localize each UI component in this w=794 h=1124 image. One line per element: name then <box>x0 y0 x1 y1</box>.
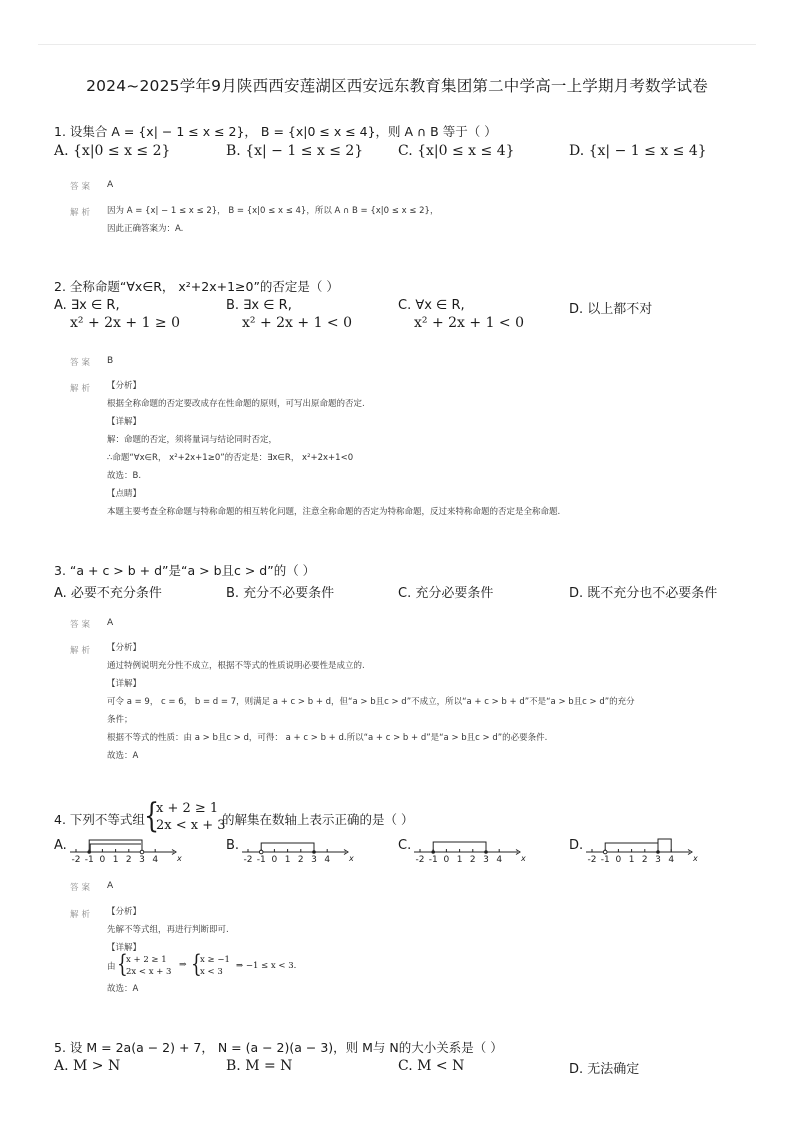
q2-option-b[interactable] <box>226 298 352 331</box>
q1-option-d[interactable]: D. {x| − 1 ≤ x ≤ 4} <box>569 143 707 159</box>
question-1-stem: 1. 设集合 A = {x| − 1 ≤ x ≤ 2}， B = {x|0 ≤ x ≤ 4}，则 A ∩ B 等于（ ） <box>54 124 497 139</box>
page-title: 2024~2025学年9月陕西西安莲湖区西安远东教育集团第二中学高一上学期月考数学试卷 <box>86 77 708 95</box>
axis-tick-label: 2 <box>641 855 648 865</box>
q4-sol-implies-icon: ⇒ <box>179 960 187 970</box>
axis-variable-label: x <box>693 854 698 863</box>
q4-sol-system-1 <box>126 954 171 978</box>
q3-solution-line: 通过特例说明充分性不成立，根据不等式的性质说明必要性是成立的. <box>107 661 365 671</box>
axis-tick-label: -2 <box>415 855 425 865</box>
axis-tick-label: 1 <box>112 855 119 865</box>
q4-sol-brace-1: { <box>117 950 128 978</box>
axis-tick-label: -2 <box>587 855 597 865</box>
axis-tick-label: 2 <box>469 855 476 865</box>
question-2-stem: 2. 全称命题“∀x∈R， x²+2x+1≥0”的否定是（ ） <box>54 279 339 294</box>
q3-solution <box>107 639 635 765</box>
q4-sol-brace-2: { <box>191 950 202 978</box>
q4-answer-label: 答案 <box>70 883 94 893</box>
q3-answer-label: 答案 <box>70 620 94 630</box>
q2-option-b-head: B. ∃x ∈ R, <box>226 298 292 313</box>
axis-tick-label: 0 <box>271 855 278 865</box>
axis-tick-label: 0 <box>99 855 106 865</box>
axis-tick-label: 1 <box>628 855 635 865</box>
axis-tick-label: 1 <box>456 855 463 865</box>
q1-answer-label: 答案 <box>70 182 94 192</box>
q4-sol-sys-line: x + 2 ≥ 1 <box>126 955 167 965</box>
q2-option-a-tail: x² + 2x + 1 ≥ 0 <box>70 315 181 331</box>
q4-system-line-1: x + 2 ≥ 1 <box>156 801 219 816</box>
q1-answer: A <box>107 180 114 190</box>
q4-system-line-2: 2x < x + 3 <box>156 818 226 833</box>
q1-analysis-label: 解析 <box>70 208 94 218</box>
q1-option-c[interactable]: C. {x|0 ≤ x ≤ 4} <box>398 143 515 159</box>
q2-answer-label: 答案 <box>70 358 94 368</box>
q4-sol-sys-line: x ≥ −1 <box>200 955 230 965</box>
q5-option-b[interactable]: B. M = N <box>226 1058 293 1074</box>
top-divider <box>38 44 756 45</box>
axis-variable-label: x <box>521 854 526 863</box>
question-3-stem: 3. “a + c > b + d”是“a > b且c > d”的（ ） <box>54 563 316 578</box>
q2-solution-line: 解：命题的否定，须将量词与结论同时否定， <box>107 435 278 445</box>
axis-tick-label: -1 <box>256 855 266 865</box>
q4-solution-derivation <box>107 958 116 976</box>
q3-solution-line: 【分析】 <box>107 643 142 653</box>
q4-solution-line: 【详解】 <box>107 943 142 953</box>
q3-answer: A <box>107 618 114 628</box>
axis-variable-label: x <box>177 854 182 863</box>
closed-endpoint <box>87 850 91 854</box>
q2-solution-line: 故选：B. <box>107 471 142 481</box>
axis-tick-label: 2 <box>125 855 132 865</box>
open-endpoint <box>140 850 144 854</box>
q1-solution-line: 因为 A = {x| − 1 ≤ x ≤ 2}， B = {x|0 ≤ x ≤ 4}，所以 A ∩ B = {x|0 ≤ x ≤ 2}， <box>107 206 439 216</box>
axis-tick-label: 1 <box>284 855 291 865</box>
q2-option-b-tail: x² + 2x + 1 < 0 <box>242 315 353 331</box>
q4-number-line-d[interactable] <box>582 828 700 866</box>
q5-option-a[interactable]: A. M > N <box>54 1058 121 1074</box>
closed-endpoint <box>484 850 488 854</box>
q3-solution-line: 根据不等式的性质：由 a > b且c > d，可得： a + c > b + d.所以“a + c > b + d”是“a > b且c > d”的必要条件. <box>107 733 548 743</box>
q4-option-a-label[interactable]: A. <box>54 838 67 853</box>
q2-answer: B <box>107 356 114 366</box>
q2-solution <box>107 377 560 521</box>
q4-analysis-label: 解析 <box>70 910 94 920</box>
q2-option-c-head: C. ∀x ∈ R, <box>398 298 465 313</box>
q4-option-d-label[interactable]: D. <box>569 838 584 853</box>
q4-solution-line: 【分析】 <box>107 907 142 917</box>
q1-solution <box>107 202 438 238</box>
q3-solution-line: 【详解】 <box>107 679 142 689</box>
closed-endpoint <box>656 850 660 854</box>
q2-solution-line: 本题主要考查全称命题与特称命题的相互转化问题，注意全称命题的否定为特称命题，反过来特称命题的否定是全称命题. <box>107 507 561 517</box>
q3-option-a[interactable]: A. 必要不充分条件 <box>54 586 162 601</box>
q1-solution-line: 因此正确答案为：A. <box>107 224 184 234</box>
q5-option-c[interactable]: C. M < N <box>398 1058 465 1074</box>
axis-tick-label: -2 <box>71 855 81 865</box>
q4-solution-line: 先解不等式组，再进行判断即可. <box>107 925 229 935</box>
axis-tick-label: 3 <box>655 855 661 865</box>
q2-solution-line: 【详解】 <box>107 417 142 427</box>
q4-answer: A <box>107 881 114 891</box>
q3-solution-line: 故选：A <box>107 751 139 761</box>
q2-solution-line: 根据全称命题的否定要改成存在性命题的原则，可写出原命题的否定. <box>107 399 365 409</box>
closed-endpoint <box>312 850 316 854</box>
q1-option-b[interactable]: B. {x| − 1 ≤ x ≤ 2} <box>226 143 364 159</box>
q4-sol-sys-line: 2x < x + 3 <box>126 967 172 977</box>
q3-option-b[interactable]: B. 充分不必要条件 <box>226 586 335 601</box>
q2-option-c[interactable] <box>398 298 524 331</box>
question-4-stem-post: 的解集在数轴上表示正确的是（ ） <box>222 812 414 827</box>
q2-option-a[interactable] <box>54 298 180 331</box>
axis-tick-label: -1 <box>428 855 438 865</box>
q4-brace: { <box>144 796 160 836</box>
q2-option-d[interactable]: D. 以上都不对 <box>569 302 653 317</box>
q4-solution <box>107 903 229 957</box>
q4-number-line-c[interactable] <box>410 828 528 866</box>
axis-tick-label: 4 <box>152 855 159 865</box>
open-endpoint <box>603 850 607 854</box>
q3-option-c[interactable]: C. 充分必要条件 <box>398 586 494 601</box>
question-4-stem-pre: 4. 下列不等式组 <box>54 812 145 827</box>
q2-solution-line: ∴命题“∀x∈R， x²+2x+1≥0”的否定是：∃x∈R， x²+2x+1<0 <box>107 453 354 463</box>
axis-tick-label: 4 <box>668 855 675 865</box>
solution-bracket <box>658 839 671 852</box>
q4-sol-system-2 <box>200 954 230 978</box>
axis-variable-label: x <box>349 854 354 863</box>
axis-tick-label: 2 <box>297 855 304 865</box>
q3-solution-line: 可令 a = 9， c = 6， b = d = 7，则满足 a + c > b + d，但“a > b且c > d”不成立，所以“a + c > b + d”不是“a > b且c > d”的充分 <box>107 697 635 707</box>
q4-sol-sys-line: x < 3 <box>200 967 223 977</box>
q3-solution-line: 条件； <box>107 715 133 725</box>
q4-number-line-b[interactable] <box>238 828 356 866</box>
q2-option-c-tail: x² + 2x + 1 < 0 <box>414 315 525 331</box>
q3-option-d[interactable]: D. 既不充分也不必要条件 <box>569 586 718 601</box>
closed-endpoint <box>431 850 435 854</box>
axis-tick-label: 0 <box>615 855 622 865</box>
q2-analysis-label: 解析 <box>70 384 94 394</box>
q4-option-c-label[interactable]: C. <box>398 838 412 853</box>
axis-tick-label: 4 <box>324 855 331 865</box>
open-endpoint <box>259 850 263 854</box>
axis-tick-label: 3 <box>139 855 145 865</box>
axis-tick-label: 3 <box>311 855 317 865</box>
question-5-stem: 5. 设 M = 2a(a − 2) + 7， N = (a − 2)(a − 3)，则 M与 N的大小关系是（ ） <box>54 1040 503 1055</box>
axis-tick-label: 0 <box>443 855 450 865</box>
axis-tick-label: -1 <box>84 855 94 865</box>
q4-number-line-a[interactable] <box>66 828 184 866</box>
q4-solution-tail: 故选：A <box>107 984 139 994</box>
q2-option-a-head: A. ∃x ∈ R, <box>54 298 120 313</box>
q2-solution-line: 【点睛】 <box>107 489 142 499</box>
q4-option-b-label[interactable]: B. <box>226 838 240 853</box>
axis-tick-label: -2 <box>243 855 253 865</box>
q1-option-a[interactable]: A. {x|0 ≤ x ≤ 2} <box>54 143 171 159</box>
q5-option-d[interactable]: D. 无法确定 <box>569 1062 640 1077</box>
q3-analysis-label: 解析 <box>70 646 94 656</box>
q4-sol-pre: 由 <box>107 962 116 972</box>
axis-tick-label: 4 <box>496 855 503 865</box>
axis-tick-label: 3 <box>483 855 489 865</box>
q4-sol-result: ⇒ −1 ≤ x < 3. <box>236 961 297 971</box>
q2-solution-line: 【分析】 <box>107 381 142 391</box>
axis-tick-label: -1 <box>600 855 610 865</box>
